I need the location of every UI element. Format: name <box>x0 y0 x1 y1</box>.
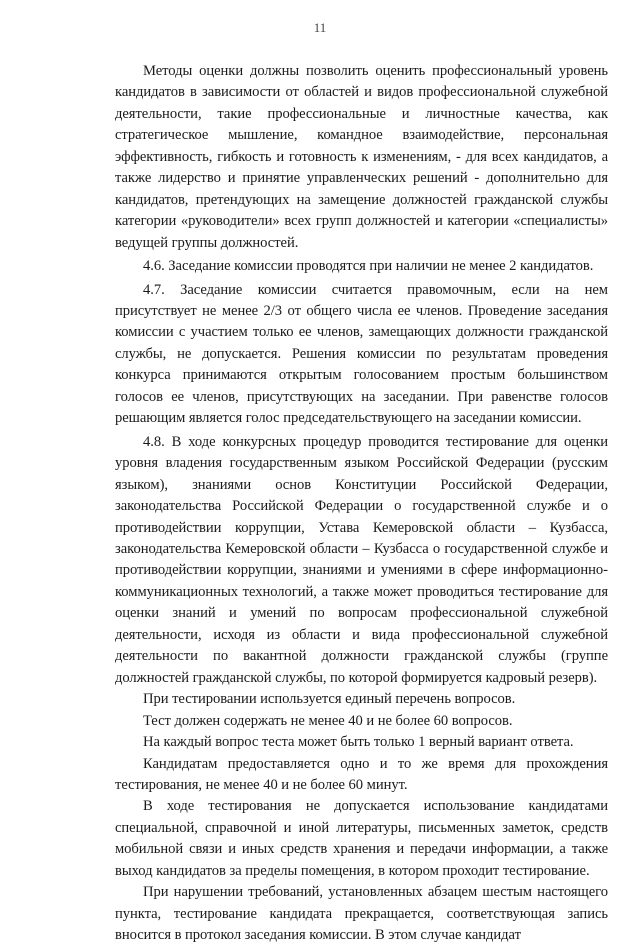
paragraph-4-7: 4.7. Заседание комиссии считается правомочным, если на нем присутствует не менее 2/3 от общего числа ее членов. Проведение заседания комиссии с участием только ее членов, замещающих должности гражданской службы, не допускается. Решения комиссии по результатам проведения конкурса принимаются открытым голосованием простым большинством голосов ее членов, присутствующих на заседании. При равенстве голосов решающим является голос председательствующего на заседании комиссии. <box>115 281 608 427</box>
paragraph-answer-variant: На каждый вопрос теста может быть только 1 верный вариант ответа. <box>143 734 574 751</box>
paragraph-violation: При нарушении требований, установленных абзацем шестым настоящего пункта, тестирование кандидата прекращается, соответствующая запись вносится в протокол заседания комиссии. В этом случае кандидат <box>115 884 608 944</box>
document-body <box>115 61 608 947</box>
page-number: 11 <box>313 20 327 35</box>
paragraph-evaluation-methods: Методы оценки должны позволить оценить профессиональный уровень кандидатов в зависимости от областей и видов профессиональной служебной деятельности, такие профессиональные и личностные качества, как стратегическое мышление, командное взаимодействие, персональная эффективность, гибкость и готовность к изменениям, - для всех кандидатов, а также лидерство и принятие управленческих решений - дополнительно для кандидатов, претендующих на замещение должностей гражданской службы категории «руководители» всех групп должностей и категории «специалисты» ведущей группы должностей. <box>115 63 608 251</box>
paragraph-4-6: 4.6. Заседание комиссии проводятся при наличии не менее 2 кандидатов. <box>143 258 594 275</box>
paragraph-test-restrictions: В ходе тестирования не допускается использование кандидатами специальной, справочной и иной литературы, письменных заметок, средств мобильной связи и иных средств хранения и передачи информации, а также выход кандидатов за пределы помещения, в котором проходит тестирование. <box>115 798 608 879</box>
paragraph-test-duration: Кандидатам предоставляется одно и то же время для прохождения тестирования, не менее 40 и не более 60 минут. <box>115 755 608 793</box>
paragraph-question-count: Тест должен содержать не менее 40 и не более 60 вопросов. <box>143 712 513 729</box>
paragraph-4-8: 4.8. В ходе конкурсных процедур проводится тестирование для оценки уровня владения государственным языком Российской Федерации (русским языком), знаниями основ Конституции Российской Федерации, законодательства Российской Федерации о государственной службе и о противодействии коррупции, Устава Кемеровской области – Кузбасса, законодательства Кемеровской области – Кузбасса о государственной службе и противодействии коррупции, знаниями и умениями в сфере информационно-коммуникационных технологий, а также может проводиться тестирование для оценки знаний и умений по вопросам профессиональной служебной деятельности, исходя из области и вида профессиональной служебной деятельности по вакантной должности гражданской службы (группе должностей гражданской службы, по которой формируется кадровый резерв). <box>115 433 608 686</box>
paragraph-question-list: При тестировании используется единый перечень вопросов. <box>143 691 516 708</box>
